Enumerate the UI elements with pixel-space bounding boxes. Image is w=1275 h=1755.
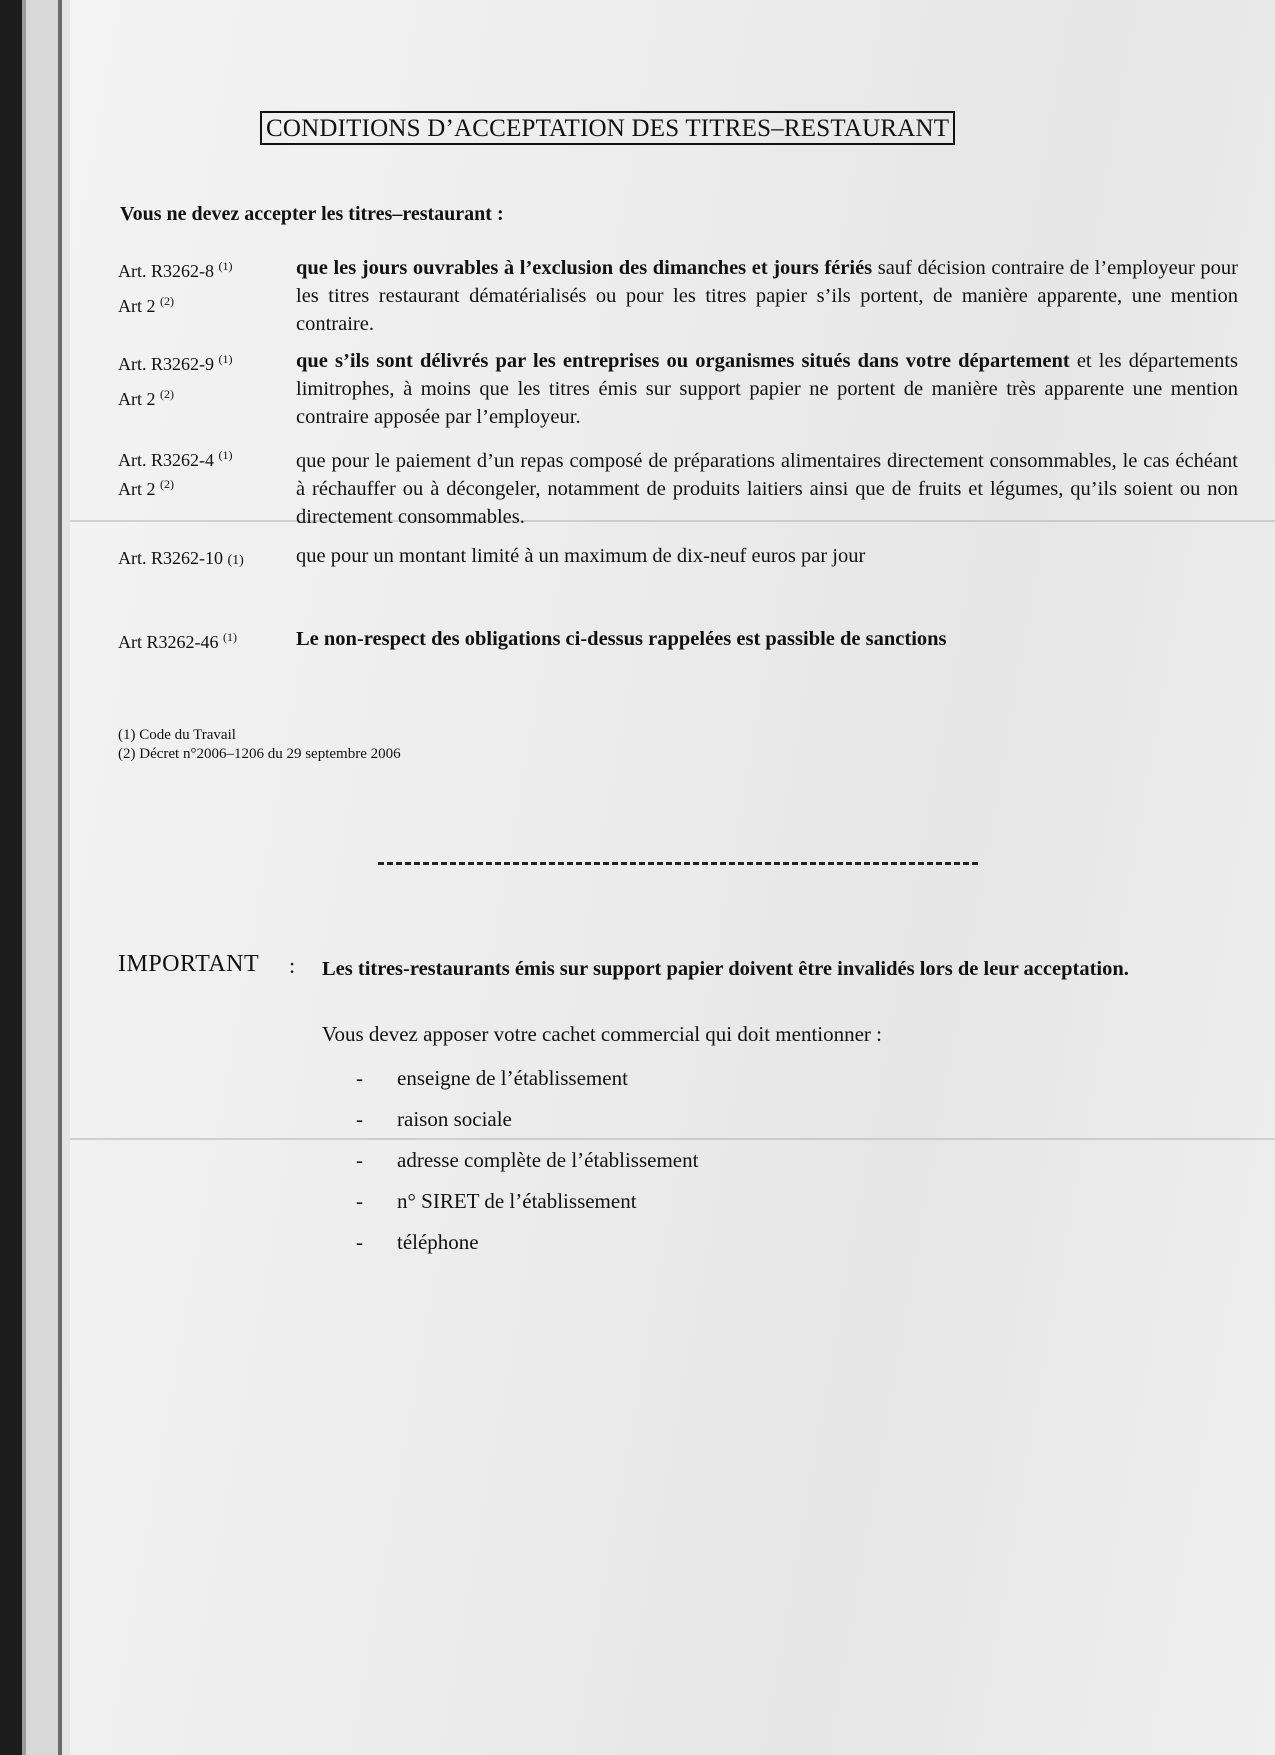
list-item: - enseigne de l’établissement bbox=[356, 1066, 628, 1090]
important-text: Les titres-restaurants émis sur support papier doivent être invalidés lors de leur acceptation. bbox=[322, 958, 1129, 980]
article-refs: Art R3262-46 $^{(1)}$ bbox=[118, 630, 237, 652]
list-item: - téléphone bbox=[356, 1230, 479, 1254]
footnotes bbox=[118, 726, 401, 764]
article-text: que pour un montant limité à un maximum de dix-neuf euros par jour bbox=[296, 545, 866, 567]
article-text: que les jours ouvrables à l’exclusion des dimanches et jours fériés sauf décision contraire de l’employeur pour les titres restaurant dématérialisés ou pour les titres papier s’ils portent, de manière apparente, une mention contraire. bbox=[296, 257, 1238, 335]
important-label: IMPORTANT bbox=[118, 951, 260, 977]
footnote: (2) Décret n°2006–1206 du 29 septembre 2006 bbox=[118, 746, 401, 762]
important-colon: : bbox=[289, 953, 296, 978]
list-item: - adresse complète de l’établissement bbox=[356, 1148, 699, 1172]
important-subtext: Vous devez apposer votre cachet commercial qui doit mentionner : bbox=[322, 1022, 883, 1046]
list-item: - n° SIRET de l’établissement bbox=[356, 1189, 637, 1213]
article-refs: Art. R3262-4 $^{(1)}$ Art 2 $^{(2)}$ bbox=[118, 448, 233, 499]
article-refs: Art. R3262-9 $^{(1)}$ Art 2 $^{(2)}$ bbox=[118, 352, 233, 409]
scan-binding-edge bbox=[0, 0, 70, 1755]
document-title: CONDITIONS D’ACCEPTATION DES TITRES–RESTAURANT bbox=[260, 111, 955, 145]
footnote: (1) Code du Travail bbox=[118, 727, 236, 743]
sanction-statement: Le non-respect des obligations ci-dessus rappelées est passible de sanctions bbox=[296, 628, 947, 650]
stamp-requirements-list bbox=[356, 1063, 698, 1268]
article-text: que pour le paiement d’un repas composé de préparations alimentaires directement consommables, le cas échéant à réchauffer ou à décongeler, notamment de produits laitiers ainsi que de fruits et légumes, qu’ils soient ou non directement consommables. bbox=[296, 450, 1238, 528]
article-refs: Art. R3262-8 $^{(1)}$ Art 2 $^{(2)}$ bbox=[118, 259, 233, 316]
intro-line: Vous ne devez accepter les titres–restaurant : bbox=[120, 203, 504, 225]
article-refs: Art. R3262-10 (1) bbox=[118, 548, 244, 568]
dashed-separator bbox=[378, 862, 978, 865]
article-text: que s’ils sont délivrés par les entreprises ou organismes situés dans votre département et les départements limitrophes, à moins que les titres émis sur support papier ne portent de manière très apparente une mention contraire apposée par l’employeur. bbox=[296, 350, 1238, 428]
list-item: - raison sociale bbox=[356, 1107, 512, 1131]
